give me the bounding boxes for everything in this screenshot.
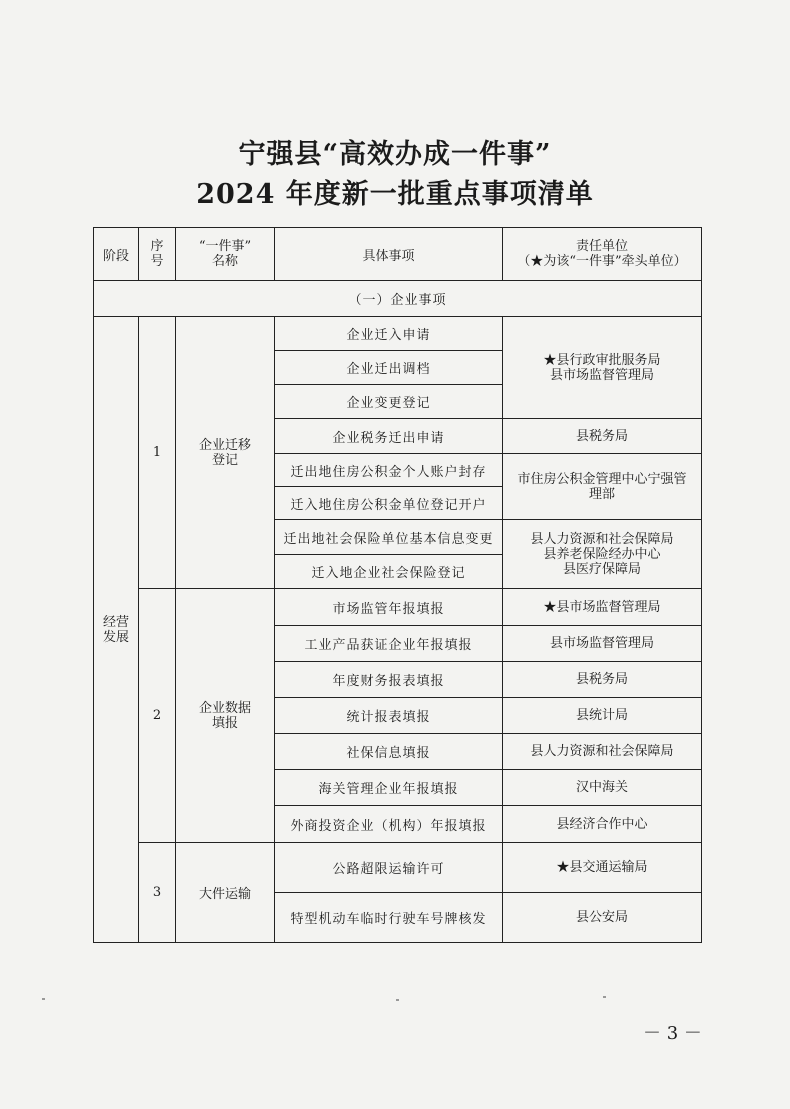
unit-cell: 县统计局 [503, 698, 702, 734]
unit-cell: 县税务局 [503, 662, 702, 698]
item-cell: 公路超限运输许可 [275, 843, 503, 893]
unit-cell: ★县行政审批服务局 县市场监督管理局 [503, 317, 702, 419]
unit-cell: 汉中海关 [503, 770, 702, 806]
stage-cell: 经营 发展 [94, 317, 139, 943]
scan-speck [396, 999, 399, 1001]
item-cell: 企业变更登记 [275, 385, 503, 419]
header-item: 具体事项 [275, 228, 503, 281]
unit-cell: 市住房公积金管理中心宁强管 理部 [503, 454, 702, 520]
item-cell: 市场监管年报填报 [275, 589, 503, 626]
table-row [94, 589, 702, 626]
item-cell: 企业迁入申请 [275, 317, 503, 351]
table-row [94, 317, 702, 351]
unit-cell: 县税务局 [503, 419, 702, 454]
unit-cell: 县人力资源和社会保障局 [503, 734, 702, 770]
item-cell: 迁入地企业社会保险登记 [275, 555, 503, 589]
item-cell: 工业产品获证企业年报填报 [275, 626, 503, 662]
unit-cell: 县公安局 [503, 893, 702, 943]
item-cell: 特型机动车临时行驶车号牌核发 [275, 893, 503, 943]
item-cell: 迁入地住房公积金单位登记开户 [275, 487, 503, 520]
item-cell: 企业税务迁出申请 [275, 419, 503, 454]
table-header-row [94, 228, 702, 281]
header-seq: 序 号 [139, 228, 176, 281]
item-cell: 海关管理企业年报填报 [275, 770, 503, 806]
section-title: （一）企业事项 [94, 281, 702, 317]
section-row [94, 281, 702, 317]
matter-name-cell: 企业迁移 登记 [176, 317, 275, 589]
item-cell: 企业迁出调档 [275, 351, 503, 385]
header-stage: 阶段 [94, 228, 139, 281]
unit-cell: 县经济合作中心 [503, 806, 702, 843]
items-table [93, 227, 702, 943]
seq-cell: 1 [139, 317, 176, 589]
header-name: “一件事” 名称 [176, 228, 275, 281]
seq-cell: 3 [139, 843, 176, 943]
table-row [94, 843, 702, 893]
item-cell: 迁出地住房公积金个人账户封存 [275, 454, 503, 487]
scan-speck [42, 998, 45, 1000]
unit-cell: ★县市场监督管理局 [503, 589, 702, 626]
seq-cell: 2 [139, 589, 176, 843]
page-number: － 3 － [643, 1023, 702, 1044]
item-cell: 社保信息填报 [275, 734, 503, 770]
scan-speck [603, 996, 606, 998]
matter-name-cell: 企业数据 填报 [176, 589, 275, 843]
unit-cell: 县人力资源和社会保障局 县养老保险经办中心 县医疗保障局 [503, 520, 702, 589]
unit-cell: 县市场监督管理局 [503, 626, 702, 662]
item-cell: 年度财务报表填报 [275, 662, 503, 698]
unit-cell: ★县交通运输局 [503, 843, 702, 893]
matter-name-cell: 大件运输 [176, 843, 275, 943]
header-unit: 责任单位 （★为该“一件事”牵头单位） [503, 228, 702, 281]
item-cell: 迁出地社会保险单位基本信息变更 [275, 520, 503, 555]
item-cell: 统计报表填报 [275, 698, 503, 734]
item-cell: 外商投资企业（机构）年报填报 [275, 806, 503, 843]
document-title-line1: 宁强县“高效办成一件事” [238, 139, 552, 170]
document-title-line2: 2024 年度新一批重点事项清单 [196, 179, 594, 210]
